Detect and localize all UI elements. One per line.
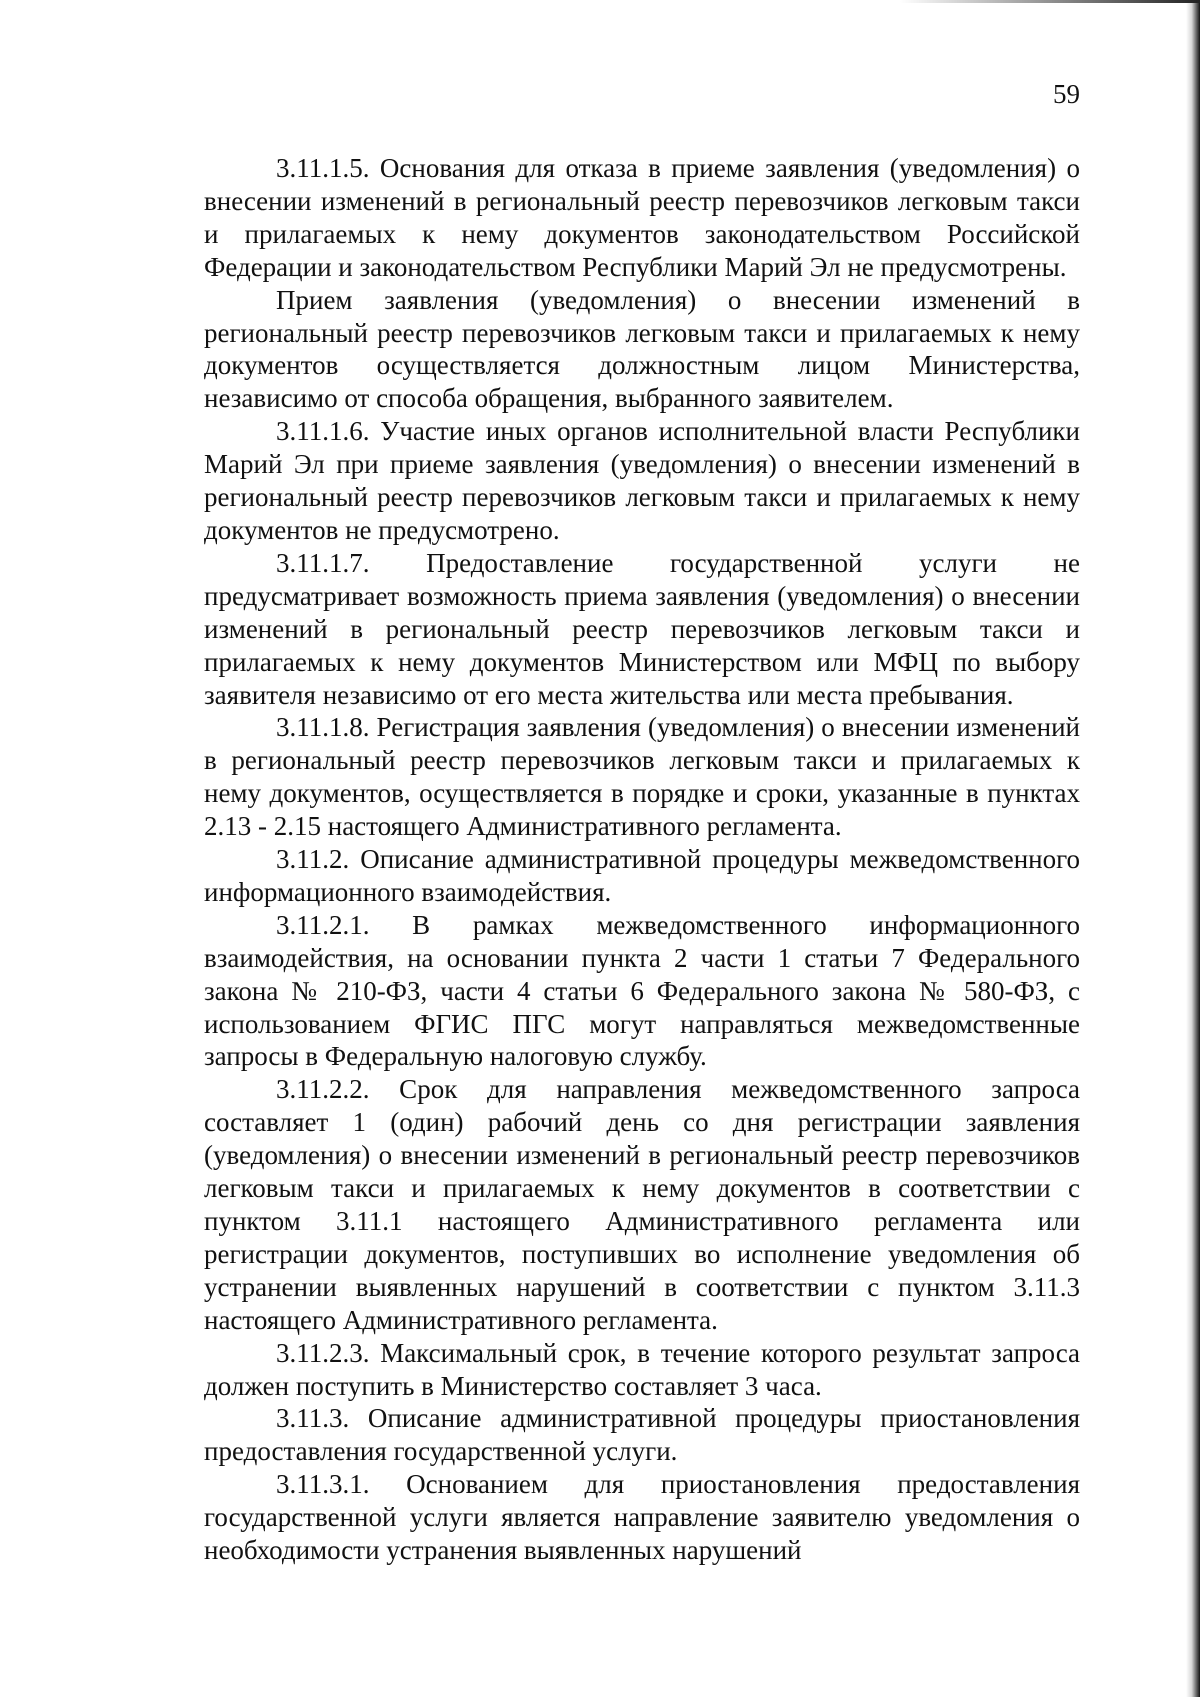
paragraph-3-11-2-1: 3.11.2.1. В рамках межведомственного информационного взаимодействия, на основании пункта 2 части 1 статьи 7 Федерального закона № 210-ФЗ, части 4 статьи 6 Федерального закона № 580-ФЗ, с использованием ФГИС ПГС могут направляться межведомственные запросы в Федеральную налоговую службу. xyxy=(204,909,1080,1072)
paragraph-priem: Прием заявления (уведомления) о внесении изменений в региональный реестр перевозчиков легковым такси и прилагаемых к нему документов осуществляется должностным лицом Министерства, независимо от способа обращения, выбранного заявителем. xyxy=(204,284,1080,414)
paragraph-3-11-3-1: 3.11.3.1. Основанием для приостановления предоставления государственной услуги является направление заявителю уведомления о необходимости устранения выявленных нарушений xyxy=(204,1469,1080,1566)
page-number: 59 xyxy=(1053,79,1080,109)
paragraph-3-11-2: 3.11.2. Описание административной процедуры межведомственного информационного взаимодействия. xyxy=(204,844,1080,907)
paragraph-3-11-1-7: 3.11.1.7. Предоставление государственной услуги не предусматривает возможность приема заявления (уведомления) о внесении изменений в региональный реестр перевозчиков легковым такси и прилагаемых к нему документов Министерством или МФЦ по выбору заявителя независимо от его места жительства или места пребывания. xyxy=(204,547,1080,710)
scan-edge-shadow xyxy=(1186,0,1200,1697)
paragraph-3-11-2-2: 3.11.2.2. Срок для направления межведомственного запроса составляет 1 (один) рабочий день со дня регистрации заявления (уведомления) о внесении изменений в региональный реестр перевозчиков легковым такси и прилагаемых к нему документов в соответствии с пунктом 3.11.1 настоящего Административного регламента или регистрации документов, поступивших во исполнение уведомления об устранении выявленных нарушений в соответствии с пунктом 3.11.3 настоящего Административного регламента. xyxy=(204,1074,1080,1335)
paragraph-3-11-2-3: 3.11.2.3. Максимальный срок, в течение которого результат запроса должен поступить в Министерство составляет 3 часа. xyxy=(204,1337,1080,1401)
document-body xyxy=(204,152,1080,1567)
scan-top-shadow xyxy=(900,0,1200,3)
paragraph-3-11-1-6: 3.11.1.6. Участие иных органов исполнительной власти Республики Марий Эл при приеме заявления (уведомления) о внесении изменений в региональный реестр перевозчиков легковым такси и прилагаемых к нему документов не предусмотрено. xyxy=(204,416,1080,545)
paragraph-3-11-1-5: 3.11.1.5. Основания для отказа в приеме заявления (уведомления) о внесении изменений в региональный реестр перевозчиков легковым такси и прилагаемых к нему документов законодательством Российской Федерации и законодательством Республики Марий Эл не предусмотрены. xyxy=(204,153,1080,282)
paragraph-3-11-1-8: 3.11.1.8. Регистрация заявления (уведомления) о внесении изменений в региональный реестр перевозчиков легковым такси и прилагаемых к нему документов, осуществляется в порядке и сроки, указанные в пунктах 2.13 - 2.15 настоящего Административного регламента. xyxy=(204,712,1080,842)
paragraph-3-11-3: 3.11.3. Описание административной процедуры приостановления предоставления государственной услуги. xyxy=(204,1403,1080,1467)
